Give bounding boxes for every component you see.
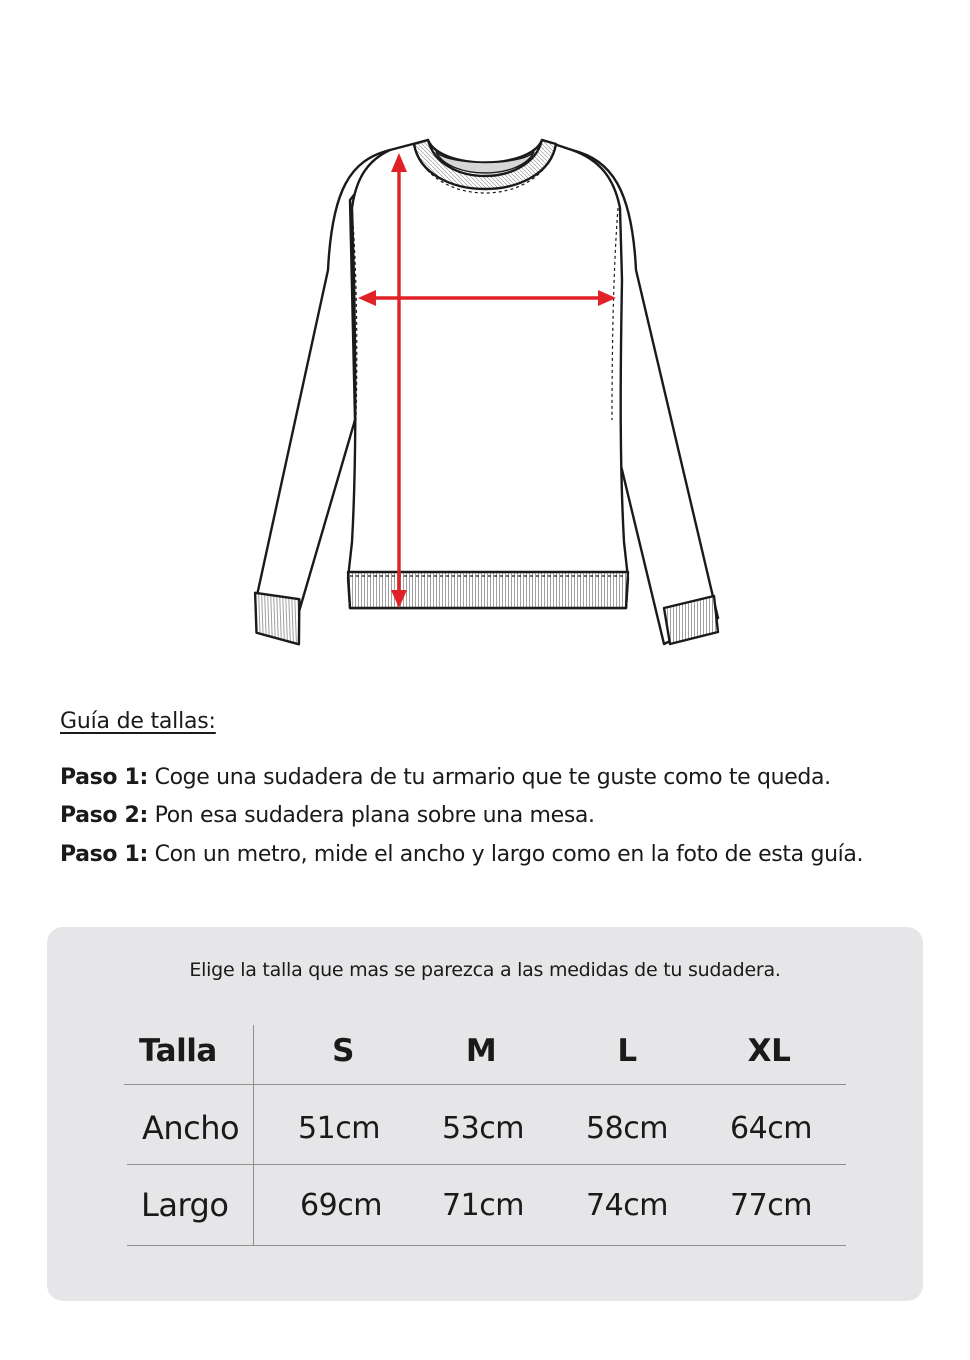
guide-title: Guía de tallas: [60, 709, 216, 734]
step-1-text: Coge una sudadera de tu armario que te guste como te queda. [154, 765, 831, 790]
sweatshirt-diagram [240, 130, 730, 660]
sweatshirt-flat-icon [255, 140, 718, 646]
left-cuff [255, 591, 301, 646]
size-header-xl: XL [747, 1033, 791, 1069]
body [348, 140, 628, 608]
size-header-s: S [332, 1033, 354, 1069]
size-table-panel [47, 927, 923, 1301]
size-header-m: M [465, 1033, 497, 1069]
largo-m: 71cm [442, 1188, 524, 1223]
step-1-label: Paso 1: [60, 765, 148, 790]
step-3 [60, 842, 863, 867]
step-3-label: Paso 1: [60, 842, 148, 867]
table-bottom-line [127, 1245, 846, 1246]
largo-l: 74cm [586, 1188, 668, 1223]
size-instruction: Elige la talla que mas se parezca a las medidas de tu sudadera. [189, 959, 781, 981]
row-label-largo: Largo [141, 1186, 229, 1224]
row-label-ancho: Ancho [142, 1109, 240, 1147]
size-header-label: Talla [139, 1033, 217, 1069]
ancho-s: 51cm [298, 1111, 380, 1146]
hem-rib [348, 572, 628, 608]
ancho-xl: 64cm [730, 1111, 812, 1146]
size-header-l: L [617, 1033, 637, 1069]
largo-s: 69cm [300, 1188, 382, 1223]
ancho-m: 53cm [442, 1111, 524, 1146]
step-2-text: Pon esa sudadera plana sobre una mesa. [154, 803, 595, 828]
step-1 [60, 765, 831, 790]
label-column-divider [253, 1025, 254, 1246]
step-2-label: Paso 2: [60, 803, 148, 828]
step-3-text: Con un metro, mide el ancho y largo como en la foto de esta guía. [154, 842, 864, 867]
ancho-l: 58cm [586, 1111, 668, 1146]
row-divider [127, 1164, 846, 1165]
step-2 [60, 803, 595, 828]
header-divider [124, 1084, 846, 1085]
largo-xl: 77cm [730, 1188, 812, 1223]
